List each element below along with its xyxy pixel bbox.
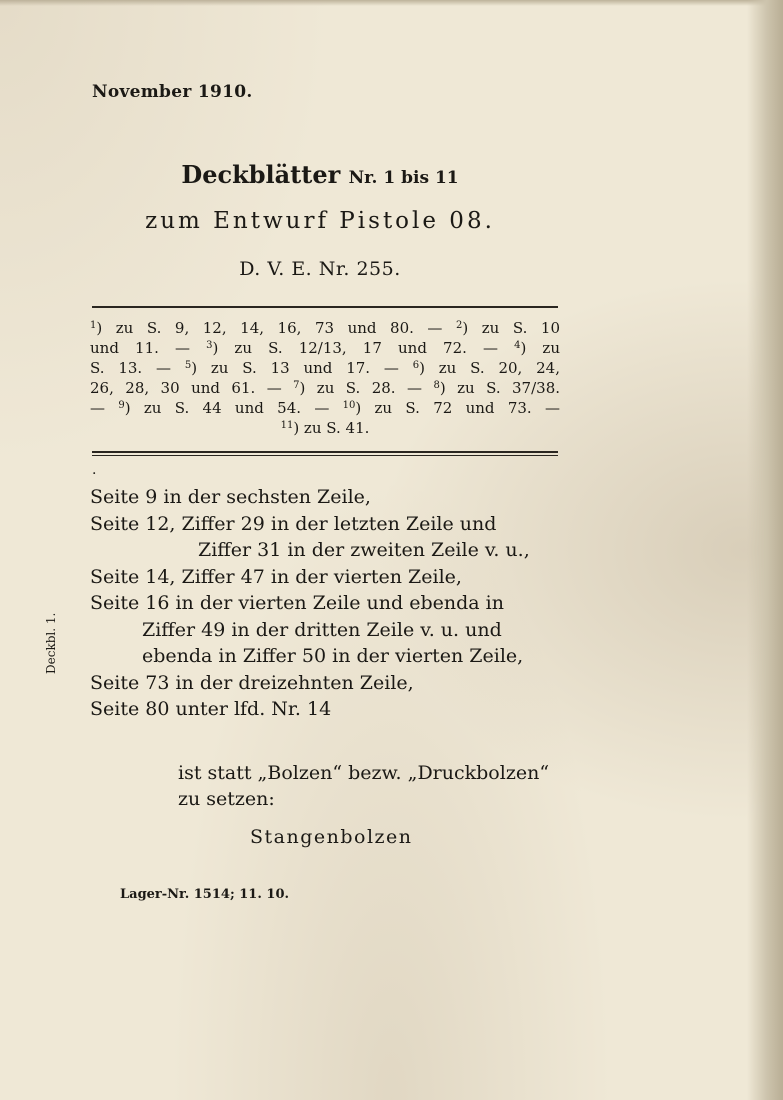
page-entry: Seite 80 unter lfd. Nr. 14 xyxy=(90,698,332,720)
reference-line xyxy=(90,338,560,358)
page-entry: Seite 14, Ziffer 47 in der vierten Zeile, xyxy=(90,565,462,588)
reference-text: ) zu S. 44 und 54. — xyxy=(124,399,343,417)
page-entry: Ziffer 31 in der zweiten Zeile v. u., xyxy=(198,539,530,561)
page-list xyxy=(90,484,570,723)
reference-text: und 11. — xyxy=(90,339,207,357)
reference-text: ) zu S. 20, 24, xyxy=(419,359,560,377)
footnote-number: 5 xyxy=(184,360,192,371)
marker-dot: · xyxy=(92,466,97,482)
reference-text: ) zu S. 72 und 73. — xyxy=(355,399,560,417)
footnote-number: 3 xyxy=(206,340,213,351)
stock-number: Lager-Nr. 1514; 11. 10. xyxy=(120,887,290,902)
footnote-number: 2 xyxy=(455,320,463,331)
reference-line xyxy=(90,378,560,398)
replacement-word: Stangenbolzen xyxy=(250,826,413,848)
reference-text: — xyxy=(90,399,119,417)
instruction-text xyxy=(178,760,549,812)
reference-text: ) zu xyxy=(520,339,560,357)
page-entry: Seite 16 in der vierten Zeile und ebenda in xyxy=(90,592,504,614)
page-top-shadow xyxy=(0,0,783,6)
reference-line xyxy=(90,418,560,438)
instruction-line-2: zu setzen: xyxy=(178,788,275,810)
footnote-number: 6 xyxy=(412,360,420,371)
reference-text: S. 13. — xyxy=(90,359,185,377)
bottom-double-rule xyxy=(92,451,558,456)
reference-text: 26, 28, 30 und 61. — xyxy=(90,379,294,397)
document-title xyxy=(0,160,640,189)
footnote-number: 7 xyxy=(293,380,300,391)
reference-text: ) zu S. 9, 12, 14, 16, 73 und 80. — xyxy=(96,319,456,337)
side-note: Deckbl. 1. xyxy=(44,612,58,674)
reference-text: ) zu S. 10 xyxy=(462,319,560,337)
references-block xyxy=(90,318,560,438)
footnote-number: 4 xyxy=(514,340,521,351)
reference-text: ) zu S. 12/13, 17 und 72. — xyxy=(212,339,515,357)
title-main: Deckblätter xyxy=(181,160,341,189)
page-entry: Seite 12, Ziffer 29 in der letzten Zeile und xyxy=(90,512,497,535)
page-entry: ebenda in Ziffer 50 in der vierten Zeile, xyxy=(142,645,524,667)
dve-number: D. V. E. Nr. 255. xyxy=(239,258,401,280)
document-subtitle: zum Entwurf Pistole 08. xyxy=(145,208,495,234)
page-entry: Ziffer 49 in der dritten Zeile v. u. und xyxy=(142,618,502,641)
reference-text: ) zu S. 13 und 17. — xyxy=(191,359,413,377)
footnote-number: 9 xyxy=(118,400,125,411)
reference-line xyxy=(90,358,560,378)
title-range: Nr. 1 bis 11 xyxy=(348,168,459,188)
reference-text: ) zu S. 28. — xyxy=(299,379,434,397)
footnote-number: 10 xyxy=(342,400,356,411)
reference-line xyxy=(90,318,560,338)
reference-text: ) zu S. 41. xyxy=(293,419,370,437)
reference-line xyxy=(90,398,560,418)
footnote-number: 8 xyxy=(433,380,440,391)
reference-text: ) zu S. 37/38. xyxy=(439,379,561,397)
instruction-line-1: ist statt „Bolzen“ bezw. „Druckbolzen“ xyxy=(178,762,550,784)
page-entry: Seite 73 in der dreizehnten Zeile, xyxy=(90,671,414,694)
top-rule xyxy=(92,306,558,308)
page-right-shadow xyxy=(747,0,783,1100)
footnote-number: 11 xyxy=(280,420,294,431)
footnote-number: 1 xyxy=(90,320,97,331)
issue-date: November 1910. xyxy=(92,82,253,102)
page-entry: Seite 9 in der sechsten Zeile, xyxy=(90,486,371,508)
